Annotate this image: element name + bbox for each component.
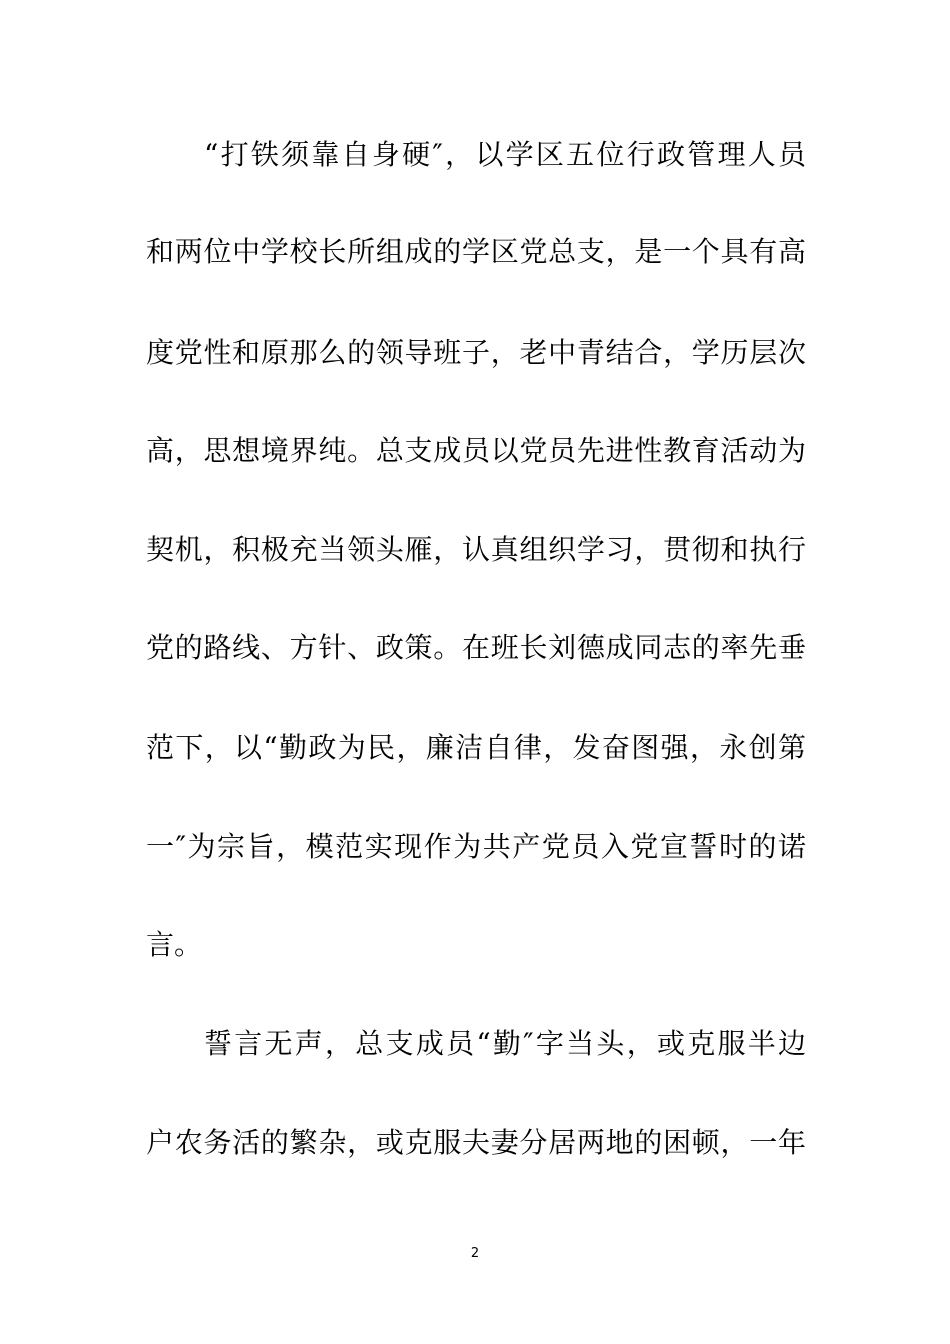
paragraph-1-line-6: 党的路线、方针、政策。在班长刘德成同志的率先垂 (146, 631, 806, 664)
paragraph-2-line-2: 户农务活的繁杂，或克服夫妻分居两地的困顿，一年 (146, 1126, 806, 1159)
paragraph-1-line-5: 契机，积极充当领头雁，认真组织学习，贯彻和执行 (146, 533, 806, 566)
paragraph-1-line-7: 范下，以“勤政为民，廉洁自律，发奋图强，永创第 (146, 731, 806, 764)
paragraph-1-line-8: 一″为宗旨，模范实现作为共产党员入党宣誓时的诺 (146, 830, 806, 863)
paragraph-1-line-1: “打铁须靠自身硬″，以学区五位行政管理人员 (204, 138, 806, 171)
paragraph-1-line-4: 高，思想境界纯。总支成员以党员先进性教育活动为 (146, 434, 806, 467)
paragraph-2-line-1: 誓言无声，总支成员“勤″字当头，或克服半边 (204, 1027, 806, 1060)
paragraph-1-line-3: 度党性和原那么的领导班子，老中青结合，学历层次 (146, 336, 806, 369)
paragraph-1-line-2: 和两位中学校长所组成的学区党总支，是一个具有高 (146, 235, 806, 268)
page-number: 2 (470, 1246, 480, 1261)
paragraph-1-line-9: 言。 (146, 928, 203, 961)
